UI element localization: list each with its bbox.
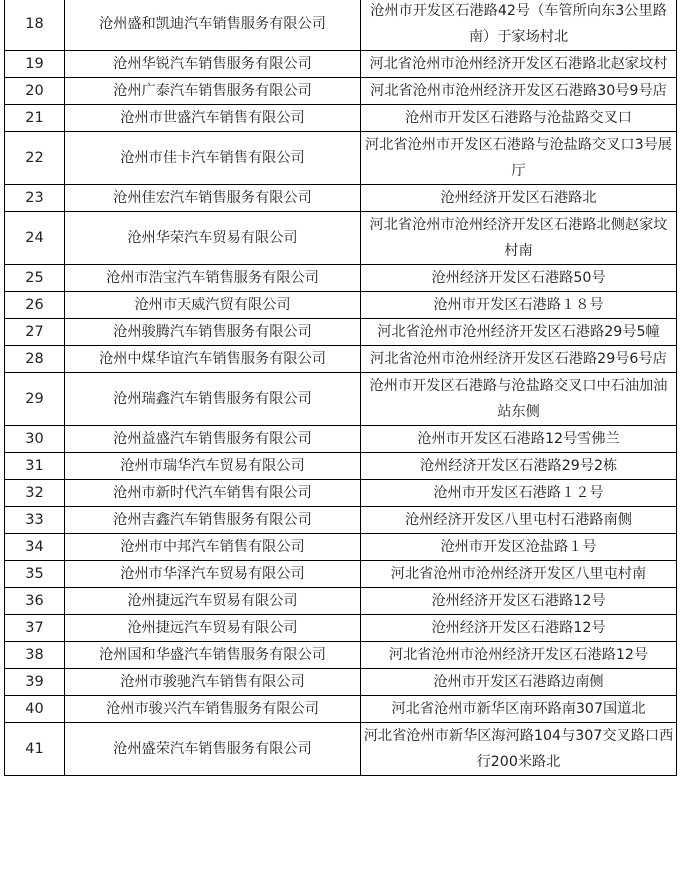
address-cell: 河北省沧州市新华区海河路104与307交叉路口西行200米路北: [361, 723, 677, 776]
company-name-cell: 沧州瑞鑫汽车销售服务有限公司: [65, 373, 361, 426]
address-cell: 沧州经济开发区石港路12号: [361, 615, 677, 642]
address-cell: 沧州市开发区石港路与沧盐路交叉口中石油加油站东侧: [361, 373, 677, 426]
company-name-cell: 沧州益盛汽车销售服务有限公司: [65, 426, 361, 453]
address-cell: 河北省沧州市沧州经济开发区石港路北侧赵家坟村南: [361, 212, 677, 265]
address-cell: 沧州市开发区石港路与沧盐路交叉口: [361, 105, 677, 132]
address-cell: 河北省沧州市沧州经济开发区石港路12号: [361, 642, 677, 669]
table-row: [5, 426, 677, 453]
company-name-cell: 沧州捷远汽车贸易有限公司: [65, 588, 361, 615]
table-row: [5, 132, 677, 185]
address-cell: 沧州市开发区石港路边南侧: [361, 669, 677, 696]
table-row: [5, 373, 677, 426]
table-row: [5, 507, 677, 534]
table-row: [5, 292, 677, 319]
table-row: [5, 319, 677, 346]
company-name-cell: 沧州佳宏汽车销售服务有限公司: [65, 185, 361, 212]
row-number: 21: [5, 105, 65, 132]
company-name-cell: 沧州市中邦汽车销售有限公司: [65, 534, 361, 561]
row-number: 22: [5, 132, 65, 185]
row-number: 24: [5, 212, 65, 265]
company-name-cell: 沧州市世盛汽车销售有限公司: [65, 105, 361, 132]
company-name-cell: 沧州盛荣汽车销售服务有限公司: [65, 723, 361, 776]
row-number: 20: [5, 78, 65, 105]
company-name-cell: 沧州市浩宝汽车销售服务有限公司: [65, 265, 361, 292]
table-row: [5, 561, 677, 588]
company-name-cell: 沧州国和华盛汽车销售服务有限公司: [65, 642, 361, 669]
company-name-cell: 沧州华锐汽车销售服务有限公司: [65, 51, 361, 78]
row-number: 18: [5, 0, 65, 51]
company-name-cell: 沧州市瑞华汽车贸易有限公司: [65, 453, 361, 480]
row-number: 41: [5, 723, 65, 776]
address-cell: 沧州经济开发区石港路50号: [361, 265, 677, 292]
company-name-cell: 沧州市骏驰汽车销售有限公司: [65, 669, 361, 696]
company-name-cell: 沧州市骏兴汽车销售服务有限公司: [65, 696, 361, 723]
table-row: [5, 453, 677, 480]
row-number: 25: [5, 265, 65, 292]
dealer-table-body: [5, 0, 677, 776]
address-cell: 沧州经济开发区八里屯村石港路南侧: [361, 507, 677, 534]
company-name-cell: 沧州华荣汽车贸易有限公司: [65, 212, 361, 265]
company-name-cell: 沧州吉鑫汽车销售服务有限公司: [65, 507, 361, 534]
company-name-cell: 沧州市新时代汽车销售有限公司: [65, 480, 361, 507]
table-row: [5, 534, 677, 561]
company-name-cell: 沧州市佳卡汽车销售有限公司: [65, 132, 361, 185]
address-cell: 沧州市开发区沧盐路１号: [361, 534, 677, 561]
row-number: 35: [5, 561, 65, 588]
row-number: 27: [5, 319, 65, 346]
address-cell: 河北省沧州市沧州经济开发区石港路北赵家坟村: [361, 51, 677, 78]
row-number: 38: [5, 642, 65, 669]
row-number: 39: [5, 669, 65, 696]
company-name-cell: 沧州盛和凯迪汽车销售服务有限公司: [65, 0, 361, 51]
table-row: [5, 185, 677, 212]
row-number: 34: [5, 534, 65, 561]
address-cell: 河北省沧州市沧州经济开发区八里屯村南: [361, 561, 677, 588]
address-cell: 沧州市开发区石港路１８号: [361, 292, 677, 319]
row-number: 23: [5, 185, 65, 212]
row-number: 30: [5, 426, 65, 453]
company-name-cell: 沧州广泰汽车销售服务有限公司: [65, 78, 361, 105]
table-row: [5, 588, 677, 615]
table-row: [5, 51, 677, 78]
table-row: [5, 346, 677, 373]
table-row: [5, 696, 677, 723]
company-name-cell: 沧州骏腾汽车销售服务有限公司: [65, 319, 361, 346]
row-number: 29: [5, 373, 65, 426]
address-cell: 沧州经济开发区石港路北: [361, 185, 677, 212]
row-number: 37: [5, 615, 65, 642]
address-cell: 河北省沧州市新华区南环路南307国道北: [361, 696, 677, 723]
company-name-cell: 沧州市天威汽贸有限公司: [65, 292, 361, 319]
table-row: [5, 642, 677, 669]
row-number: 36: [5, 588, 65, 615]
address-cell: 沧州经济开发区石港路12号: [361, 588, 677, 615]
table-row: [5, 615, 677, 642]
table-row: [5, 0, 677, 51]
row-number: 28: [5, 346, 65, 373]
table-row: [5, 480, 677, 507]
table-row: [5, 78, 677, 105]
address-cell: 沧州市开发区石港路42号（车管所向东3公里路南）于家场村北: [361, 0, 677, 51]
address-cell: 河北省沧州市沧州经济开发区石港路29号6号店: [361, 346, 677, 373]
table-row: [5, 105, 677, 132]
dealer-table: [4, 0, 677, 776]
company-name-cell: 沧州市华泽汽车贸易有限公司: [65, 561, 361, 588]
address-cell: 沧州市开发区石港路12号雪佛兰: [361, 426, 677, 453]
row-number: 40: [5, 696, 65, 723]
table-row: [5, 669, 677, 696]
address-cell: 沧州经济开发区石港路29号2栋: [361, 453, 677, 480]
address-cell: 沧州市开发区石港路１２号: [361, 480, 677, 507]
table-row: [5, 212, 677, 265]
row-number: 31: [5, 453, 65, 480]
address-cell: 河北省沧州市沧州经济开发区石港路29号5幢: [361, 319, 677, 346]
table-row: [5, 723, 677, 776]
address-cell: 河北省沧州市沧州经济开发区石港路30号9号店: [361, 78, 677, 105]
company-name-cell: 沧州中煤华谊汽车销售服务有限公司: [65, 346, 361, 373]
row-number: 32: [5, 480, 65, 507]
company-name-cell: 沧州捷远汽车贸易有限公司: [65, 615, 361, 642]
address-cell: 河北省沧州市开发区石港路与沧盐路交叉口3号展厅: [361, 132, 677, 185]
table-row: [5, 265, 677, 292]
row-number: 33: [5, 507, 65, 534]
row-number: 26: [5, 292, 65, 319]
row-number: 19: [5, 51, 65, 78]
